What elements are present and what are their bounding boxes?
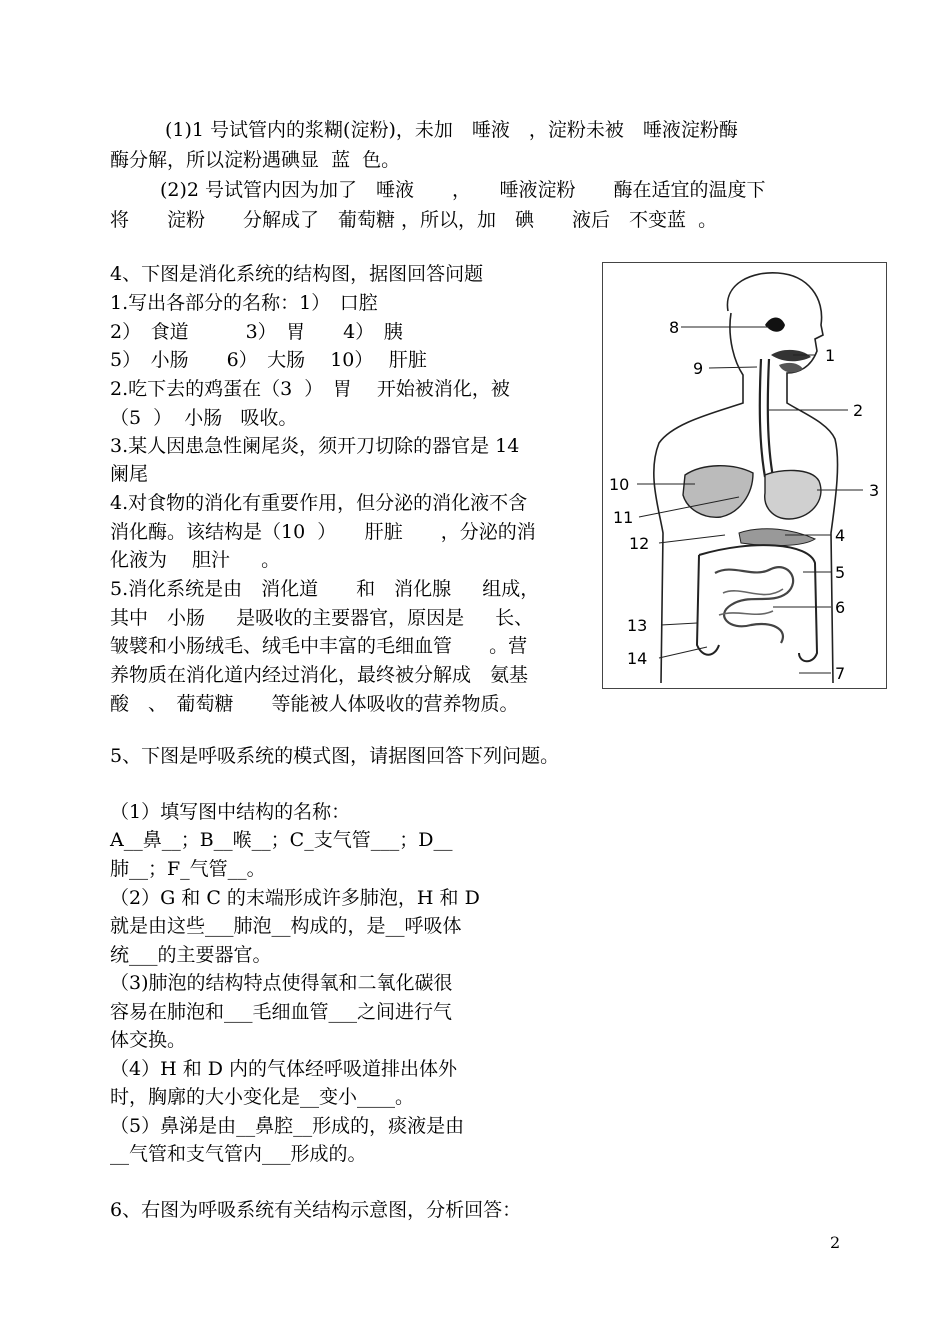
q5-line: （1）填写图中结构的名称： (110, 801, 351, 823)
q5-line: 肺__；F_气管__。 (110, 858, 266, 880)
q5-line: （3)肺泡的结构特点使得氧和二氧化碳很 (110, 972, 453, 994)
q4-line: 皱襞和小肠绒毛、绒毛中丰富的毛细血管 。营 (110, 635, 528, 657)
s3-line-1: (1)1 号试管内的浆糊(淀粉)，未加 唾液 ，淀粉未被 唾液淀粉酶 (165, 119, 738, 141)
s3-line-2: 酶分解，所以淀粉遇碘显 蓝 色。 (110, 149, 401, 171)
label-10: 10 (609, 475, 630, 494)
q4-line: 5.消化系统是由 消化道 和 消化腺 组成， (110, 578, 540, 600)
q5-line: （2）G 和 C 的末端形成许多肺泡，H 和 D (110, 887, 480, 909)
q4-line: 阑尾 (110, 463, 149, 485)
label-1: 1 (825, 346, 836, 365)
q4-line: （5 ） 小肠 吸收。 (110, 407, 298, 429)
q5-title: 5、下图是呼吸系统的模式图，请据图回答下列问题。 (110, 745, 560, 767)
q4-line: 2.吃下去的鸡蛋在（3 ） 胃 开始被消化，被 (110, 378, 510, 400)
s3-line-4: 将 淀粉 分解成了 葡萄糖 ，所以，加 碘 液后 不变蓝 。 (110, 209, 718, 231)
q5-line: （5）鼻涕是由__鼻腔__形成的，痰液是由 (110, 1115, 465, 1137)
q4-line: 4.对食物的消化有重要作用，但分泌的消化液不含 (110, 492, 528, 514)
q4-line: 1.写出各部分的名称：1） 口腔 (110, 292, 378, 314)
digestive-system-diagram (603, 263, 886, 688)
q5-line: A__鼻__；B__喉__；C_支气管___；D__ (110, 829, 453, 851)
label-14: 14 (627, 649, 648, 668)
label-4: 4 (835, 526, 846, 545)
s3-line-3: (2)2 号试管内因为加了 唾液 ， 唾液淀粉 酶在适宜的温度下 (160, 179, 766, 201)
label-11: 11 (613, 508, 634, 527)
q6-title: 6、右图为呼吸系统有关结构示意图，分析回答： (110, 1199, 522, 1221)
label-12: 12 (629, 534, 650, 553)
label-8: 8 (669, 318, 680, 337)
q4-line: 5） 小肠 6） 大肠 10） 肝脏 (110, 349, 427, 371)
q4-line: 化液为 胆汁 。 (110, 549, 281, 571)
label-7: 7 (835, 664, 846, 683)
label-2: 2 (853, 401, 864, 420)
q5-line: __气管和支气管内___形成的。 (110, 1143, 367, 1165)
q4-line: 养物质在消化道内经过消化，最终被分解成 氨基 (110, 664, 529, 686)
q4-line: 3.某人因患急性阑尾炎，须开刀切除的器官是 14 (110, 435, 520, 457)
label-6: 6 (835, 598, 846, 617)
q5-line: 就是由这些___肺泡__构成的，是__呼吸体 (110, 915, 462, 937)
label-9: 9 (693, 359, 704, 378)
q5-line: 容易在肺泡和___毛细血管___之间进行气 (110, 1001, 453, 1023)
digestive-system-figure (602, 262, 887, 689)
label-3: 3 (869, 481, 880, 500)
label-13: 13 (627, 616, 648, 635)
q4-title: 4、下图是消化系统的结构图，据图回答问题 (110, 263, 484, 285)
q5-line: 体交换。 (110, 1029, 187, 1051)
q4-line: 消化酶。该结构是（10 ） 肝脏 ，分泌的消 (110, 521, 536, 543)
q4-line: 其中 小肠 是吸收的主要器官，原因是 长、 (110, 607, 534, 629)
label-5: 5 (835, 563, 846, 582)
page-number: 2 (830, 1233, 841, 1252)
q5-line: 统___的主要器官。 (110, 944, 272, 966)
q5-line: （4）H 和 D 内的气体经呼吸道排出体外 (110, 1058, 458, 1080)
q4-line: 2） 食道 3） 胃 4） 胰 (110, 321, 403, 343)
q4-line: 酸 、 葡萄糖 等能被人体吸收的营养物质。 (110, 693, 519, 715)
q5-line: 时，胸廓的大小变化是__变小____。 (110, 1086, 415, 1108)
